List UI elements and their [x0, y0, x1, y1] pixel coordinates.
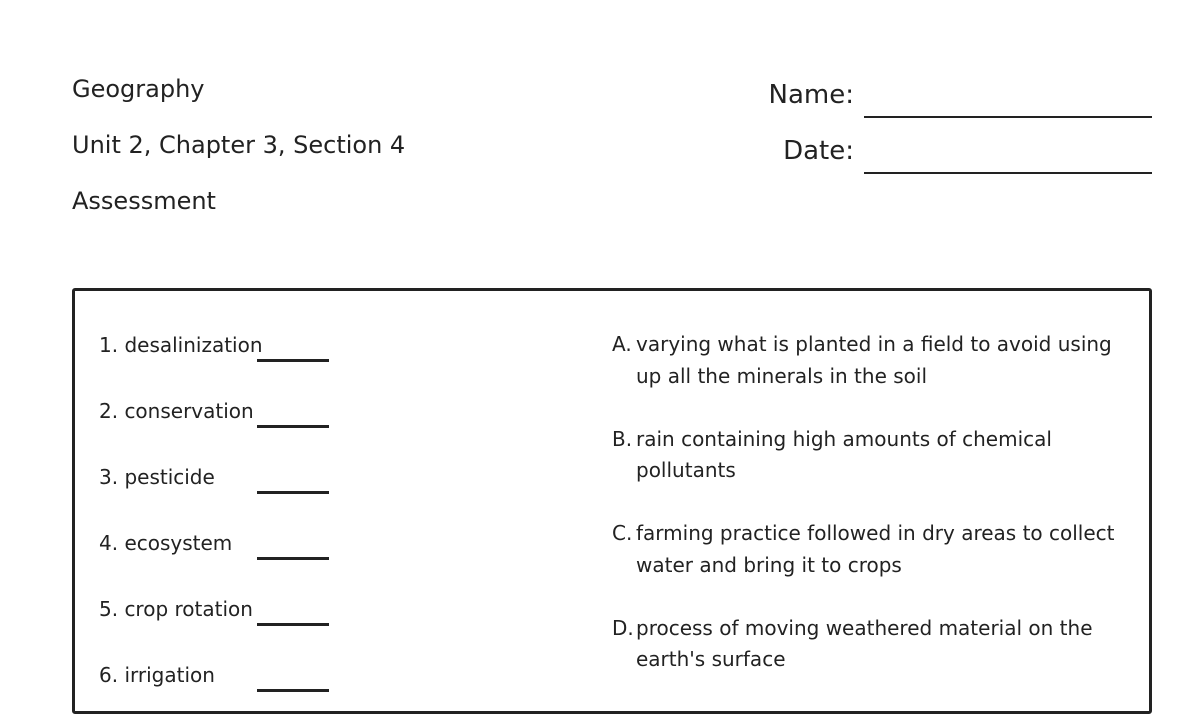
name-label: Name:	[768, 80, 854, 110]
term-item	[99, 529, 339, 595]
term-item	[99, 661, 339, 727]
date-blank[interactable]	[864, 172, 1152, 174]
definition-text: farming practice followed in dry areas to collect water and bring it to crops	[636, 521, 1115, 577]
worksheet-header	[72, 72, 405, 240]
term-label: 1. desalinization	[99, 333, 263, 357]
definition-text: varying what is planted in a field to avoid using up all the minerals in the soil	[636, 332, 1112, 388]
term-label: 5. crop rotation	[99, 597, 253, 621]
definition-letter: C.	[612, 521, 633, 545]
term-label: 2. conservation	[99, 399, 254, 423]
definition-item	[612, 518, 1134, 581]
subject-title: Geography	[72, 75, 205, 103]
matching-box	[72, 288, 1152, 714]
definition-text: process of moving weathered material on the earth's surface	[636, 615, 1093, 671]
answer-blank[interactable]	[257, 557, 329, 560]
term-item	[99, 463, 339, 529]
terms-list	[99, 331, 339, 727]
term-item	[99, 397, 339, 463]
answer-blank[interactable]	[257, 491, 329, 494]
definition-letter: D.	[612, 615, 634, 640]
answer-blank[interactable]	[257, 689, 329, 692]
definition-item	[612, 613, 1134, 676]
term-label: 4. ecosystem	[99, 531, 233, 555]
term-item	[99, 331, 339, 397]
answer-blank[interactable]	[257, 623, 329, 626]
student-info	[740, 76, 1152, 188]
definition-letter: A.	[612, 332, 632, 356]
answer-blank[interactable]	[257, 359, 329, 362]
term-item	[99, 595, 339, 661]
date-row	[740, 132, 1152, 188]
definition-text: rain containing high amounts of chemical pollutants	[636, 426, 1052, 482]
name-blank[interactable]	[864, 116, 1152, 118]
definition-letter: B.	[612, 426, 633, 451]
definition-item	[612, 424, 1134, 487]
assessment-title: Assessment	[72, 187, 216, 215]
definitions-list	[612, 329, 1134, 707]
answer-blank[interactable]	[257, 425, 329, 428]
name-row	[740, 76, 1152, 132]
term-label: 6. irrigation	[99, 663, 215, 687]
date-label: Date:	[783, 136, 854, 166]
unit-subtitle: Unit 2, Chapter 3, Section 4	[72, 131, 406, 159]
definition-item	[612, 329, 1134, 392]
term-label: 3. pesticide	[99, 465, 215, 489]
